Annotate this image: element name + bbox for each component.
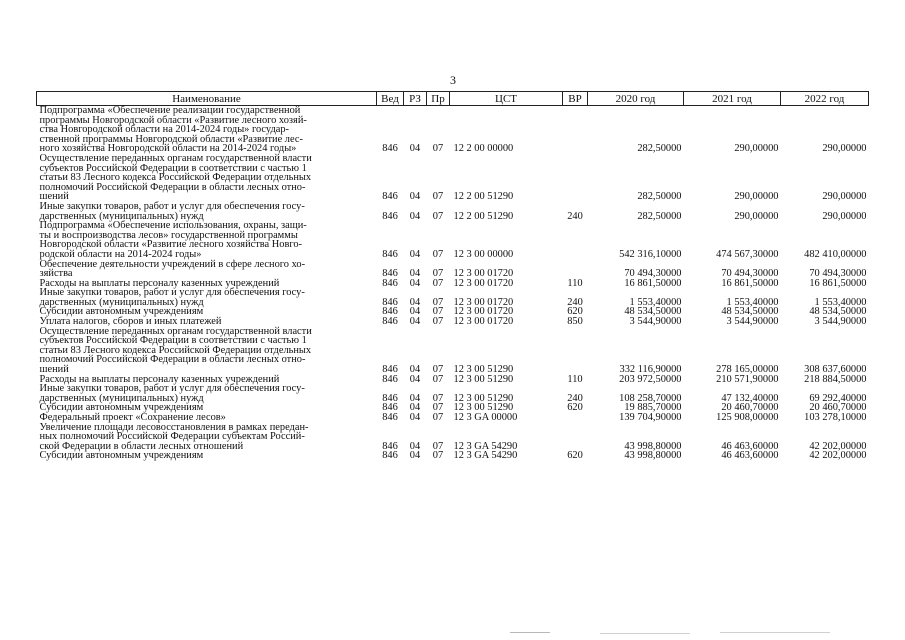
- row-rz: 04: [409, 306, 421, 318]
- row-2021: 46 463,60000: [721, 440, 779, 452]
- row-rz: 04: [409, 402, 421, 414]
- scan-artifact: [720, 632, 830, 633]
- row-2021: 3 544,90000: [726, 316, 779, 328]
- row-name-text: Расходы на выплаты персоналу казенных учреждений: [39, 277, 280, 289]
- row-pr: 07: [432, 412, 444, 423]
- row-2022: 16 861,50000: [809, 277, 867, 289]
- row-name: [37, 260, 377, 279]
- row-2022: 290,00000: [822, 210, 867, 222]
- row-2022: 70 494,30000: [809, 268, 867, 280]
- row-vr: [563, 423, 588, 452]
- row-ved: 846: [382, 316, 398, 328]
- row-pr: 07: [432, 450, 444, 462]
- row-2022: 290,00000: [822, 191, 867, 203]
- row-rz: 04: [409, 248, 421, 260]
- table-row: [37, 260, 869, 279]
- row-2020: 282,50000: [637, 210, 682, 222]
- row-ved: 846: [382, 210, 398, 222]
- header-pr: Пр: [427, 92, 450, 106]
- header-cst: ЦСТ: [450, 92, 563, 106]
- row-ved: 846: [382, 402, 398, 414]
- row-rz: 04: [409, 143, 421, 155]
- row-name-text: Обеспечение деятельности учреждений в сфере лесного хо- зяйства: [39, 258, 306, 280]
- row-2021: 70 494,30000: [721, 268, 779, 280]
- row-cst: 12 3 00 51290: [453, 402, 514, 414]
- row-2021: 48 534,50000: [721, 306, 779, 318]
- row-2022: 3 544,90000: [814, 316, 867, 328]
- row-2020: 1 553,40000: [629, 296, 682, 308]
- table-row: [37, 384, 869, 403]
- table-row: [37, 423, 869, 452]
- row-ved: 846: [382, 248, 398, 260]
- header-2020: 2020 год: [588, 92, 684, 106]
- row-rz: 04: [409, 440, 421, 452]
- row-name-text: Расходы на выплаты персоналу казенных учреждений: [39, 373, 280, 385]
- row-vr: 620: [567, 402, 583, 414]
- row-name-text: Иные закупки товаров, работ и услуг для обеспечения госу- дарственных (муниципальных) нужд: [39, 287, 305, 308]
- row-pr: 07: [432, 248, 444, 260]
- row-2021: 210 571,90000: [716, 373, 779, 385]
- row-cst: 12 3 00 51290: [453, 392, 514, 404]
- row-2020: 542 316,10000: [619, 248, 682, 260]
- row-name-text: Увеличение площади лесовосстановления в рамках передан- ных полномочий Российской Федерации субъектам Россий- ской Федерации в области лесных отношений: [39, 421, 309, 452]
- row-name: [37, 423, 377, 452]
- row-pr: 07: [432, 364, 444, 376]
- row-name-text: Осуществление переданных органам государственной власти субъектов Российской Федерации в соответствии с частью 1 статьи 83 Лесного кодекса Российской Федерации отдельных полномочий Российской Федерации в области лесных отно- шений: [39, 325, 312, 376]
- row-name-text: Федеральный проект «Сохранение лесов»: [39, 412, 226, 423]
- table-row: [37, 202, 869, 221]
- row-rz: 04: [409, 210, 421, 222]
- row-name: [37, 288, 377, 307]
- row-name: [37, 202, 377, 221]
- row-2022: 290,00000: [822, 143, 867, 155]
- header-ved: Вед: [377, 92, 404, 106]
- row-ved: 846: [382, 392, 398, 404]
- row-2020: 19 885,70000: [624, 402, 682, 414]
- row-name-text: Субсидии автономным учреждениям: [39, 306, 204, 318]
- row-rz: 04: [409, 364, 421, 376]
- row-2022: 218 884,50000: [804, 373, 867, 385]
- row-pr: 07: [432, 392, 444, 404]
- row-rz: 04: [409, 277, 421, 289]
- row-ved: 846: [382, 306, 398, 318]
- row-cst: 12 2 00 51290: [453, 191, 514, 203]
- row-2021: 16 861,50000: [721, 277, 779, 289]
- table-header-row: [37, 92, 869, 106]
- row-2021: 47 132,40000: [721, 392, 779, 404]
- row-name: [37, 106, 377, 154]
- row-2021: 125 908,00000: [716, 412, 779, 423]
- header-2022: 2022 год: [781, 92, 869, 106]
- row-2020: 332 116,90000: [619, 364, 682, 376]
- row-rz: 04: [409, 392, 421, 404]
- row-ved: 846: [382, 296, 398, 308]
- row-cst: 12 3 GA 54290: [453, 450, 518, 462]
- row-vr: [563, 260, 588, 279]
- row-name: [37, 327, 377, 375]
- row-rz: 04: [409, 191, 421, 203]
- row-vr: [563, 154, 588, 202]
- row-2020: 43 998,80000: [624, 440, 682, 452]
- table-row: [37, 327, 869, 375]
- row-vr: 240: [567, 296, 583, 308]
- row-vr: 240: [567, 210, 583, 222]
- row-pr: 07: [432, 277, 444, 289]
- row-2020: 282,50000: [637, 143, 682, 155]
- row-ved: 846: [382, 373, 398, 385]
- row-2022: 42 202,00000: [809, 450, 867, 462]
- row-2022: 103 278,10000: [804, 412, 867, 423]
- table-row: [37, 221, 869, 259]
- row-2020: 3 544,90000: [629, 316, 682, 328]
- row-vr: 620: [567, 306, 583, 318]
- row-pr: 07: [432, 191, 444, 203]
- row-cst: 12 2 00 51290: [453, 210, 514, 222]
- row-2021: 290,00000: [734, 191, 779, 203]
- table-body: [37, 106, 869, 461]
- row-name-text: Подпрограмма «Обеспечение использования, охраны, защи- ты и воспроизводства лесов» государственной программы Новгородской области «Развитие лесного хозяйства Новго- родской области на 2014-2024 годы»: [39, 220, 307, 260]
- row-rz: 04: [409, 412, 421, 423]
- row-name-text: Иные закупки товаров, работ и услуг для обеспечения госу- дарственных (муниципальных) нужд: [39, 200, 305, 222]
- row-rz: 04: [409, 316, 421, 328]
- page-number: 3: [450, 73, 456, 87]
- row-rz: 04: [409, 296, 421, 308]
- row-vr: 620: [567, 450, 583, 462]
- row-2021: 278 165,00000: [716, 364, 779, 376]
- row-ved: 846: [382, 268, 398, 280]
- table-row: [37, 451, 869, 461]
- row-2020: 282,50000: [637, 191, 682, 203]
- row-cst: 12 3 00 51290: [453, 373, 514, 385]
- row-cst: 12 3 00 01720: [453, 268, 514, 280]
- row-cst: 12 3 00 51290: [453, 364, 514, 376]
- row-2022: 20 460,70000: [809, 402, 867, 414]
- row-2022: 48 534,50000: [809, 306, 867, 318]
- row-cst: 12 3 00 01720: [453, 277, 514, 289]
- row-2021: 290,00000: [734, 143, 779, 155]
- row-pr: 07: [432, 373, 444, 385]
- row-ved: 846: [382, 277, 398, 289]
- row-2021: 474 567,30000: [716, 248, 779, 260]
- header-rz: РЗ: [404, 92, 427, 106]
- row-name: [37, 451, 377, 461]
- budget-table: [36, 91, 869, 461]
- row-cst: 12 3 00 01720: [453, 296, 514, 308]
- row-cst: 12 3 GA 54290: [453, 440, 518, 452]
- row-name-text: Субсидии автономным учреждениям: [39, 402, 204, 414]
- row-2022: 308 637,60000: [804, 364, 867, 376]
- header-name: Наименование: [37, 92, 377, 106]
- row-pr: 07: [432, 316, 444, 328]
- row-name-text: Осуществление переданных органам государственной власти субъектов Российской Федерации в соответствии с частью 1 статьи 83 Лесного кодекса Российской Федерации отдельных полномочий Российской Федерации в области лесных отно- шений: [39, 152, 312, 203]
- table-row: [37, 288, 869, 307]
- row-2020: 203 972,50000: [619, 373, 682, 385]
- row-pr: 07: [432, 296, 444, 308]
- row-pr: 07: [432, 143, 444, 155]
- row-2021: 20 460,70000: [721, 402, 779, 414]
- row-2020: 139 704,90000: [619, 412, 682, 423]
- row-pr: 07: [432, 306, 444, 318]
- row-name-text: Подпрограмма «Обеспечение реализации государственной программы Новгородской области «Развитие лесного хозяй- ства Новгородской области на 2014-2024 годы» государ- ственной программы Новгородской области «Развитие лес- ного хозяйства Новгородской области на 2014-2024 годы»: [39, 105, 307, 155]
- row-cst: 12 3 00 01720: [453, 306, 514, 318]
- row-cst: 12 3 00 01720: [453, 316, 514, 328]
- row-2020: 48 534,50000: [624, 306, 682, 318]
- row-vr: 240: [567, 392, 583, 404]
- row-cst: 12 3 GA 00000: [453, 412, 518, 423]
- scan-artifact: [600, 633, 690, 634]
- row-vr: [563, 413, 588, 423]
- row-vr: 110: [567, 373, 583, 385]
- row-pr: 07: [432, 268, 444, 280]
- row-ved: 846: [382, 191, 398, 203]
- row-name-text: Уплата налогов, сборов и иных платежей: [39, 316, 222, 328]
- row-rz: 04: [409, 268, 421, 280]
- row-2022: 482 410,00000: [804, 248, 867, 260]
- row-vr: 850: [567, 316, 583, 328]
- table-row: [37, 154, 869, 202]
- row-2022: 69 292,40000: [809, 392, 867, 404]
- row-pr: 07: [432, 440, 444, 452]
- row-ved: 846: [382, 364, 398, 376]
- row-rz: 04: [409, 450, 421, 462]
- row-2022: 1 553,40000: [814, 296, 867, 308]
- table-row: [37, 106, 869, 154]
- row-pr: 07: [432, 210, 444, 222]
- row-2021: 1 553,40000: [726, 296, 779, 308]
- row-pr: 07: [432, 402, 444, 414]
- row-name-text: Субсидии автономным учреждениям: [39, 450, 204, 462]
- row-2020: 43 998,80000: [624, 450, 682, 462]
- row-2020: 70 494,30000: [624, 268, 682, 280]
- row-vr: [563, 106, 588, 154]
- row-2020: 108 258,70000: [619, 392, 682, 404]
- row-ved: 846: [382, 412, 398, 423]
- row-ved: 846: [382, 450, 398, 462]
- row-name-text: Иные закупки товаров, работ и услуг для обеспечения госу- дарственных (муниципальных) нужд: [39, 383, 305, 404]
- header-vr: ВР: [563, 92, 588, 106]
- row-vr: 110: [567, 277, 583, 289]
- row-2022: 42 202,00000: [809, 440, 867, 452]
- row-ved: 846: [382, 440, 398, 452]
- row-name: [37, 154, 377, 202]
- row-2020: 16 861,50000: [624, 277, 682, 289]
- row-name: [37, 384, 377, 403]
- row-cst: 12 2 00 00000: [453, 143, 514, 155]
- row-ved: 846: [382, 143, 398, 155]
- row-2021: 290,00000: [734, 210, 779, 222]
- row-name: [37, 221, 377, 259]
- row-vr: [563, 327, 588, 375]
- row-2021: 46 463,60000: [721, 450, 779, 462]
- row-vr: [563, 221, 588, 259]
- header-2021: 2021 год: [684, 92, 781, 106]
- scan-artifact: [510, 632, 550, 633]
- row-rz: 04: [409, 373, 421, 385]
- row-cst: 12 3 00 00000: [453, 248, 514, 260]
